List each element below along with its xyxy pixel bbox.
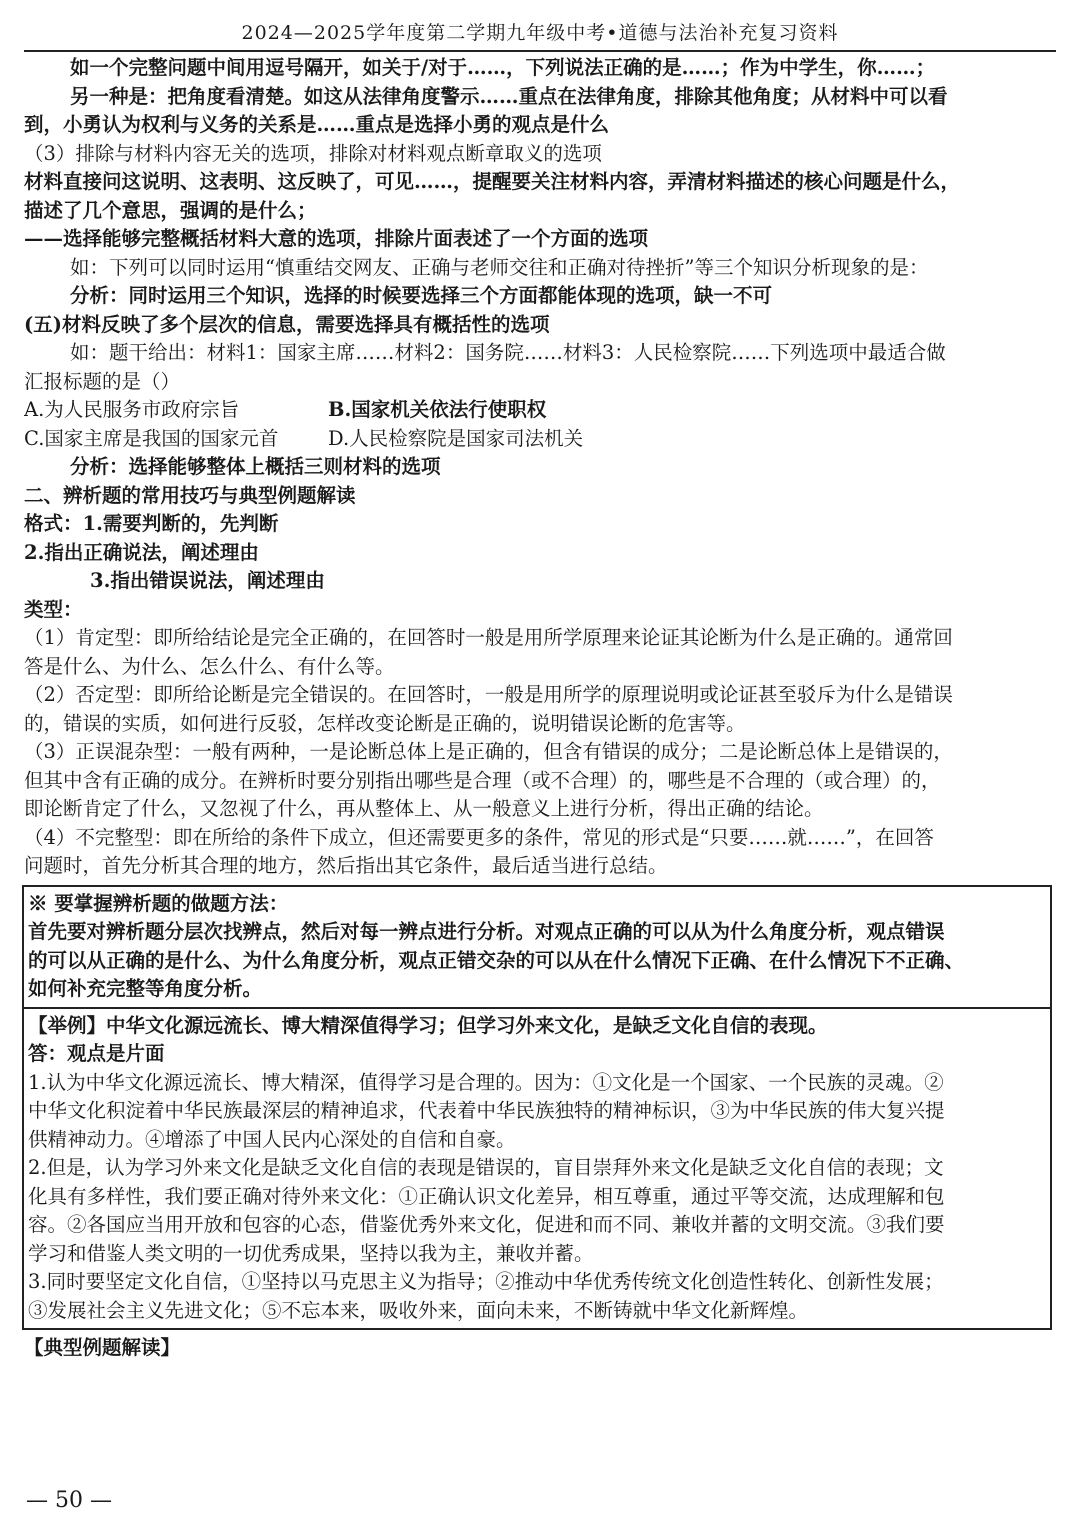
text-line: （1）肯定型：即所给结论是完全正确的，在回答时一般是用所学原理来论证其论断为什么是正确的。通常回 xyxy=(24,626,953,649)
box-line: ※ 要掌握辨析题的做题方法： xyxy=(28,891,289,915)
text-line: ——选择能够完整概括材料大意的选项，排除片面表述了一个方面的选项 xyxy=(24,227,649,250)
text-line: （3）正误混杂型：一般有两种，一是论断总体上是正确的，但含有错误的成分；二是论断总体上是错误的， xyxy=(24,740,953,763)
box-line: 答：观点是片面 xyxy=(28,1042,165,1065)
section-heading: 二、辨析题的常用技巧与典型例题解读 xyxy=(24,483,356,507)
page-number: — 50 — xyxy=(26,1488,112,1513)
box-line: 容。②各国应当用开放和包容的心态，借鉴优秀外来文化，促进和而不同、兼收并蓄的文明交流。③我们要 xyxy=(28,1213,945,1236)
box-line: 如何补充完整等角度分析。 xyxy=(28,977,263,1000)
box-line: 3.同时要坚定文化自信，①坚持以马克思主义为指导；②推动中华优秀传统文化创造性转化、创新性发展； xyxy=(28,1270,944,1293)
text-line: 分析：同时运用三个知识，选择的时候要选择三个方面都能体现的选项，缺一不可 xyxy=(70,284,773,307)
box-line: 化具有多样性，我们要正确对待外来文化：①正确认识文化差异，相互尊重，通过平等交流，达成理解和包 xyxy=(28,1184,945,1208)
text-line: 另一种是：把角度看清楚。如这从法律角度警示……重点在法律角度，排除其他角度；从材料中可以看 xyxy=(70,84,948,108)
text-line: 答是什么、为什么、怎么什么、有什么等。 xyxy=(24,654,395,678)
text-line: 2.指出正确说法，阐述理由 xyxy=(24,540,259,564)
example-box xyxy=(22,1009,1052,1331)
box-line: 1.认为中华文化源远流长、博大精深，值得学习是合理的。因为：①文化是一个国家、一个民族的灵魂。② xyxy=(28,1070,944,1094)
option-d: D.人民检察院是国家司法机关 xyxy=(328,426,584,450)
box-line: 首先要对辨析题分层次找辨点，然后对每一辨点进行分析。对观点正确的可以从为什么角度分析，观点错误 xyxy=(28,920,945,943)
text-line: 的，错误的实质，如何进行反驳，怎样改变论断是正确的，说明错误论断的危害等。 xyxy=(24,711,746,735)
options-row xyxy=(24,425,1058,454)
text-line: 如一个完整问题中间用逗号隔开，如关于/对于……，下列说法正确的是……；作为中学生，你……； xyxy=(70,56,936,79)
box-line: 学习和借鉴人类文明的一切优秀成果，坚持以我为主，兼收并蓄。 xyxy=(28,1241,594,1265)
text-line: 但其中含有正确的成分。在辨析时要分别指出哪些是合理（或不合理）的，哪些是不合理的（或合理）的， xyxy=(24,768,941,792)
option-a: A.为人民服务市政府宗旨 xyxy=(24,398,240,421)
method-box xyxy=(22,885,1052,1009)
text-line: 汇报标题的是（） xyxy=(24,369,181,393)
text-line: 问题时，首先分析其合理的地方，然后指出其它条件，最后适当进行总结。 xyxy=(24,854,668,877)
text-line: (五)材料反映了多个层次的信息，需要选择具有概括性的选项 xyxy=(24,312,550,336)
text-line: 如：题干给出：材料1：国家主席……材料2：国务院……材料3：人民检察院……下列选项中最适合做 xyxy=(70,341,946,364)
text-line: 类型： xyxy=(24,597,83,621)
options-row xyxy=(24,396,1058,425)
box-line: ③发展社会主义先进文化；⑤不忘本来，吸收外来，面向未来，不断铸就中华文化新辉煌。 xyxy=(28,1298,809,1322)
text-line: 材料直接问这说明、这表明、这反映了，可见……，提醒要关注材料内容，弄清材料描述的核心问题是什么， xyxy=(24,170,961,193)
text-line: 3.指出错误说法，阐述理由 xyxy=(90,569,325,592)
header-rule xyxy=(24,50,1056,52)
text-line: 分析：选择能够整体上概括三则材料的选项 xyxy=(70,455,441,478)
running-header: 2024—2025学年度第二学期九年级中考•道德与法治补充复习资料 xyxy=(241,22,839,44)
text-line: （3）排除与材料内容无关的选项，排除对材料观点断章取义的选项 xyxy=(24,141,602,165)
box-line: 的可以从正确的是什么、为什么角度分析，观点正错交杂的可以从在什么情况下正确、在什么情况下不正确、 xyxy=(28,948,965,972)
box-line: 【举例】中华文化源远流长、博大精深值得学习；但学习外来文化，是缺乏文化自信的表现。 xyxy=(28,1013,828,1037)
box-line: 2.但是，认为学习外来文化是缺乏文化自信的表现是错误的，盲目崇拜外来文化是缺乏文化自信的表现；文 xyxy=(28,1156,944,1179)
text-line: 格式：1.需要判断的，先判断 xyxy=(24,512,279,535)
text-line: 描述了几个意思，强调的是什么； xyxy=(24,198,317,222)
page-content xyxy=(24,54,1058,1363)
text-line: （4）不完整型：即在所给的条件下成立，但还需要更多的条件，常见的形式是“只要……就……”，在回答 xyxy=(24,825,934,849)
section-title: 【典型例题解读】 xyxy=(24,1336,181,1359)
text-line: 即论断肯定了什么，又忽视了什么，再从整体上、从一般意义上进行分析，得出正确的结论。 xyxy=(24,797,824,820)
option-b: B.国家机关依法行使职权 xyxy=(328,398,547,421)
text-line: 如：下列可以同时运用“慎重结交网友、正确与老师交往和正确对待挫折”等三个知识分析现象的是： xyxy=(70,255,929,279)
option-c: C.国家主席是我国的国家元首 xyxy=(24,426,279,450)
text-line: 到，小勇认为权利与义务的关系是……重点是选择小勇的观点是什么 xyxy=(24,113,610,136)
box-line: 中华文化积淀着中华民族最深层的精神追求，代表着中华民族独特的精神标识，③为中华民族的伟大复兴提 xyxy=(28,1099,945,1122)
text-line: （2）否定型：即所给论断是完全错误的。在回答时，一般是用所学的原理说明或论证甚至驳斥为什么是错误 xyxy=(24,683,953,706)
box-line: 供精神动力。④增添了中国人民内心深处的自信和自豪。 xyxy=(28,1127,516,1151)
